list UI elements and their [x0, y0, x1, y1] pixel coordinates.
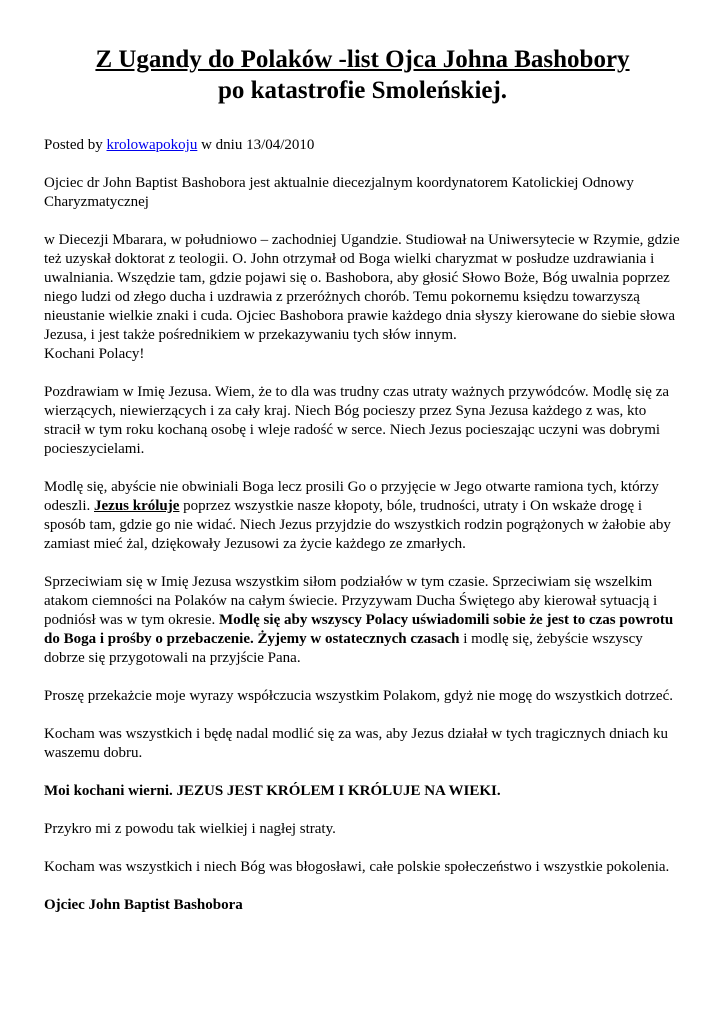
letter-paragraph-3-end: i modlę się, żebyście wszyscy dobrze się przygotowali na przyjście Pana.	[44, 631, 643, 666]
letter-paragraph-2	[44, 478, 684, 554]
document-title	[0, 44, 725, 106]
jezus-kroluje-emphasis: Jezus króluje	[94, 498, 180, 514]
posted-by-label: Posted by	[44, 137, 103, 153]
letter-paragraph-2-start: Modlę się, abyście nie obwiniali Boga lecz prosili Go o przyjęcie w Jego otwarte ramiona tych, którzy odeszli.	[44, 479, 659, 514]
greeting: Kochani Polacy!	[44, 346, 145, 362]
letter-paragraph-7: Przykro mi z powodu tak wielkiej i nagłej straty.	[44, 821, 336, 837]
letter-paragraph-8: Kocham was wszystkich i niech Bóg was błogosławi, całe polskie społeczeństwo i wszystkie pokolenia.	[44, 859, 670, 875]
post-date: w dniu 13/04/2010	[201, 137, 315, 153]
letter-paragraph-3	[44, 573, 684, 668]
signature-paragraph	[44, 896, 684, 915]
letter-paragraph-6	[44, 782, 684, 801]
intro-paragraph-2: w Diecezji Mbarara, w południowo – zachodniej Ugandzie. Studiował na Uniwersytecie w Rzymie, gdzie też uzyskał doktorat z teologii. O. John otrzymał od Boga wielki charyzmat w posłudze uzdrawiania i uwalniania. Wszędzie tam, gdzie pojawi się o. Bashobora, aby głosić Słowo Boże, Bóg uwalnia poprzez niego ludzi od złego ducha i uzdrawia z przeróżnych chorób. Temu pokornemu księdzu towarzyszą nieustanie wielkie znaki i cuda. Ojciec Bashobora prawie każdego dnia słyszy kierowane do siebie słowa Jezusa, i jest także pośrednikiem w przekazywaniu tych słów innym.	[44, 232, 680, 343]
letter-paragraph-2-end: poprzez wszystkie nasze kłopoty, bóle, trudności, utraty i On wskaże drogę i sposób tam, gdzie go nie widać. Niech Jezus przyjdzie do wszystkich rodzin pogrążonych w żałobie aby zamiast mieć żal, dziękowały Jezusowi za życie każdego ze zmarłych.	[44, 498, 671, 552]
post-meta	[44, 136, 684, 155]
title-line-2: po katastrofie Smoleńskiej.	[217, 77, 508, 104]
signature: Ojciec John Baptist Bashobora	[44, 897, 243, 913]
letter-paragraph-1: Pozdrawiam w Imię Jezusa. Wiem, że to dla was trudny czas utraty ważnych przywódców. Modlę się za wierzących, niewierzących i za cały kraj. Niech Bóg pocieszy przez Syna Jezusa każdego z was, kto stracił w tym roku kochaną osobę i wleje radość w serce. Niech Jezus pocieszając uczyni was dobrymi pocieszycielami.	[44, 384, 670, 457]
title-line-1: Z Ugandy do Polaków -list Ojca Johna Bashobory	[95, 46, 630, 73]
letter-paragraph-4: Proszę przekażcie moje wyrazy współczucia wszystkim Polakom, gdyż nie mogę do wszystkich dotrzeć.	[44, 688, 673, 704]
letter-paragraph-3-start: Sprzeciwiam się w Imię Jezusa wszystkim siłom podziałów w tym czasie. Sprzeciwiam się wszelkim atakom ciemności na Polaków na całym świecie. Przyzywam Ducha Świętego aby kierował sytuacją i podniósł was w tym okresie.	[44, 574, 658, 628]
letter-paragraph-3-emphasis: Modlę się aby wszyscy Polacy uświadomili sobie że jest to czas powrotu do Boga i prośby o przebaczenie. Żyjemy w ostatecznych czasach	[44, 612, 674, 647]
author-link[interactable]: krolowapokoju	[106, 137, 198, 153]
intro-paragraph-1: Ojciec dr John Baptist Bashobora jest aktualnie diecezjalnym koordynatorem Katolickiej Odnowy Charyzmatycznej	[44, 175, 634, 210]
closing-declaration: Moi kochani wierni. JEZUS JEST KRÓLEM I KRÓLUJE NA WIEKI.	[44, 783, 501, 799]
letter-paragraph-5: Kocham was wszystkich i będę nadal modlić się za was, aby Jezus działał w tych tragicznych dniach ku waszemu dobru.	[44, 726, 668, 761]
document-body	[44, 136, 684, 934]
